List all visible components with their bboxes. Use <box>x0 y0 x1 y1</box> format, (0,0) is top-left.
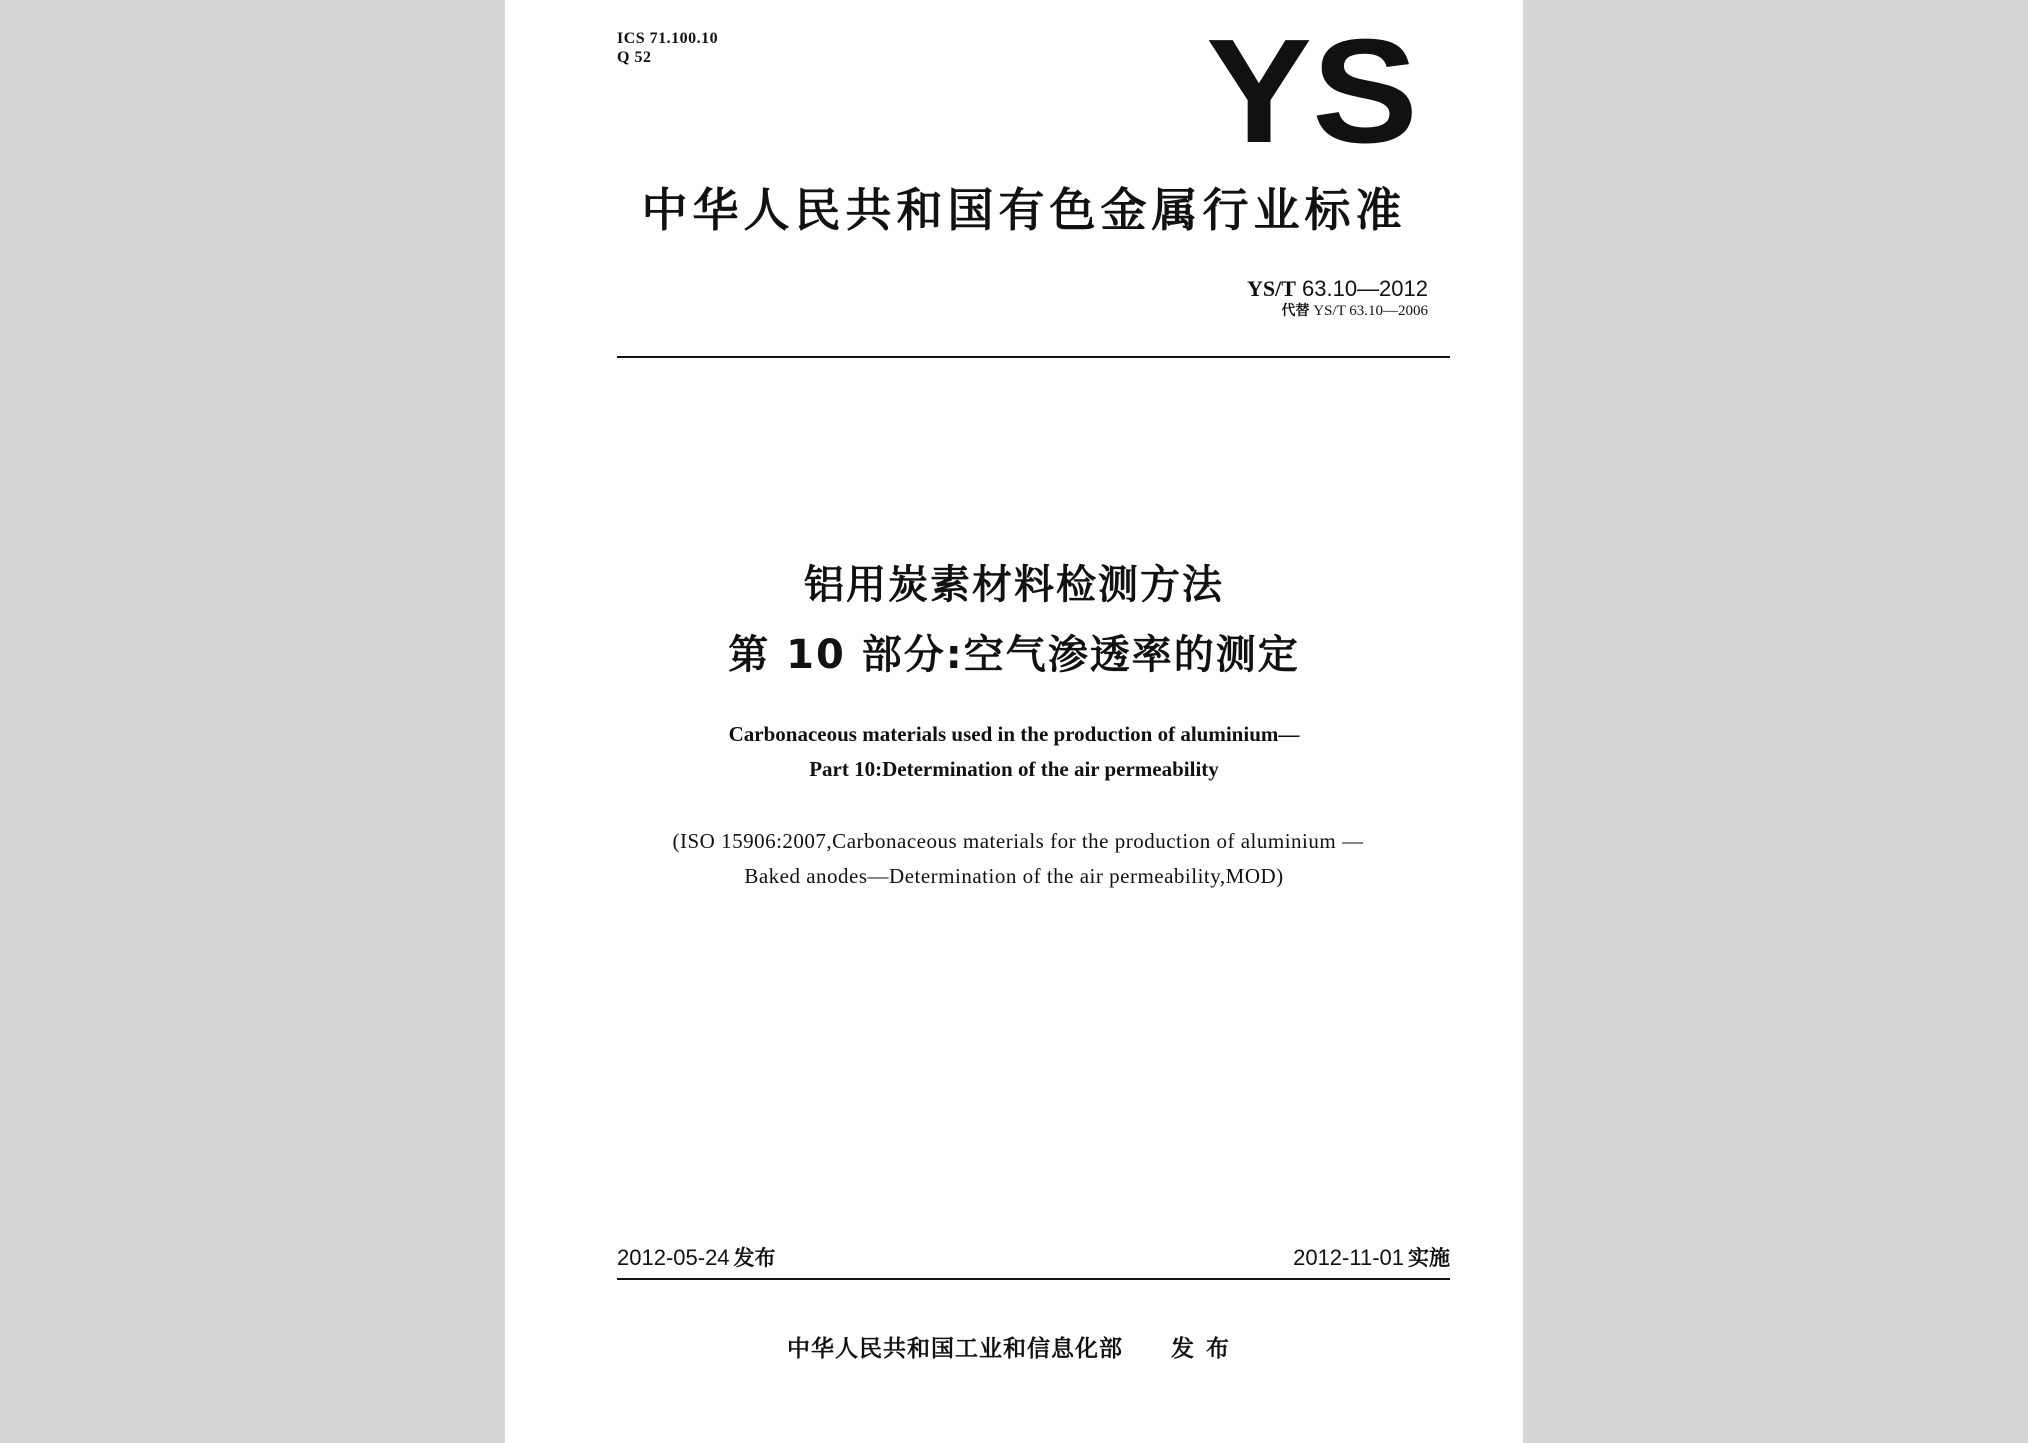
title-en-line-2: Part 10:Determination of the air permeability <box>809 757 1219 781</box>
issue-date-label: 发布 <box>733 1246 776 1270</box>
footer-divider <box>617 1278 1450 1280</box>
replaces-label: 代替 <box>1281 303 1310 319</box>
replaces-value: YS/T 63.10—2006 <box>1313 303 1428 319</box>
ccs-code: Q 52 <box>617 49 652 66</box>
effective-date <box>1293 1243 1450 1273</box>
issuer <box>505 1332 1523 1366</box>
effective-date-value: 2012-11-01 <box>1293 1245 1404 1270</box>
issue-date <box>617 1243 776 1273</box>
issuer-name: 中华人民共和国工业和信息化部 <box>787 1336 1123 1362</box>
iso-reference-line-2: Baked anodes—Determination of the air permeability,MOD) <box>744 864 1284 888</box>
standard-number <box>1247 276 1428 302</box>
title-cn-line-1: 铝用炭素材料检测方法 <box>804 562 1224 608</box>
document-cover-page <box>505 0 1523 1443</box>
ys-logo <box>1197 30 1427 152</box>
ys-logo-text: YS <box>1206 30 1418 152</box>
issuer-verb: 发布 <box>1171 1336 1241 1362</box>
ics-code: ICS 71.100.10 <box>617 30 719 47</box>
replaces-standard <box>1282 302 1428 320</box>
issue-date-value: 2012-05-24 <box>617 1245 730 1270</box>
effective-date-label: 实施 <box>1408 1246 1450 1270</box>
issuing-authority-title: 中华人民共和国有色金属行业标准 <box>641 183 1407 237</box>
title-cn-line-2: 第 10 部分:空气渗透率的测定 <box>728 632 1300 678</box>
iso-reference-line-1: (ISO 15906:2007,Carbonaceous materials for the production of aluminium — <box>672 829 1364 853</box>
standard-prefix: YS/T <box>1246 276 1296 301</box>
standard-number-value: 63.10—2012 <box>1302 276 1428 301</box>
title-en-line-1: Carbonaceous materials used in the production of aluminium— <box>728 722 1300 746</box>
header-divider <box>617 356 1450 358</box>
